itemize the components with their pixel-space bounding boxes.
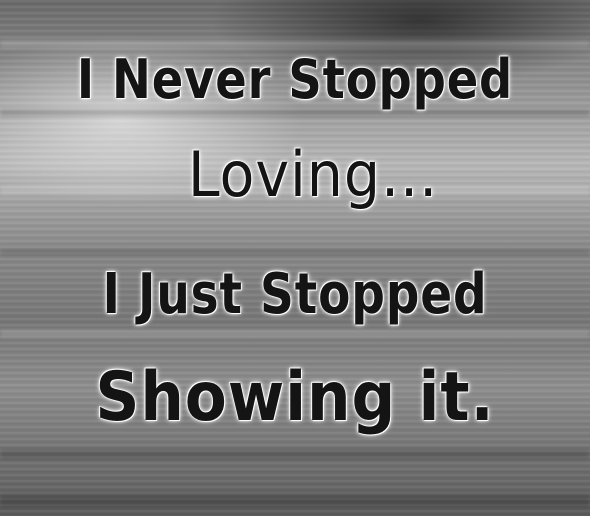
quote-line-1: I Never Stopped [76, 48, 514, 111]
water-streak [0, 450, 590, 459]
quote-line-3: I Just Stopped [102, 262, 488, 327]
water-streak [0, 40, 590, 48]
water-streak [0, 250, 590, 255]
water-streak [0, 330, 590, 337]
water-streak [0, 495, 590, 507]
quote-line-4: Showing it. [95, 358, 495, 437]
quote-line-2: Loving... [187, 138, 439, 211]
